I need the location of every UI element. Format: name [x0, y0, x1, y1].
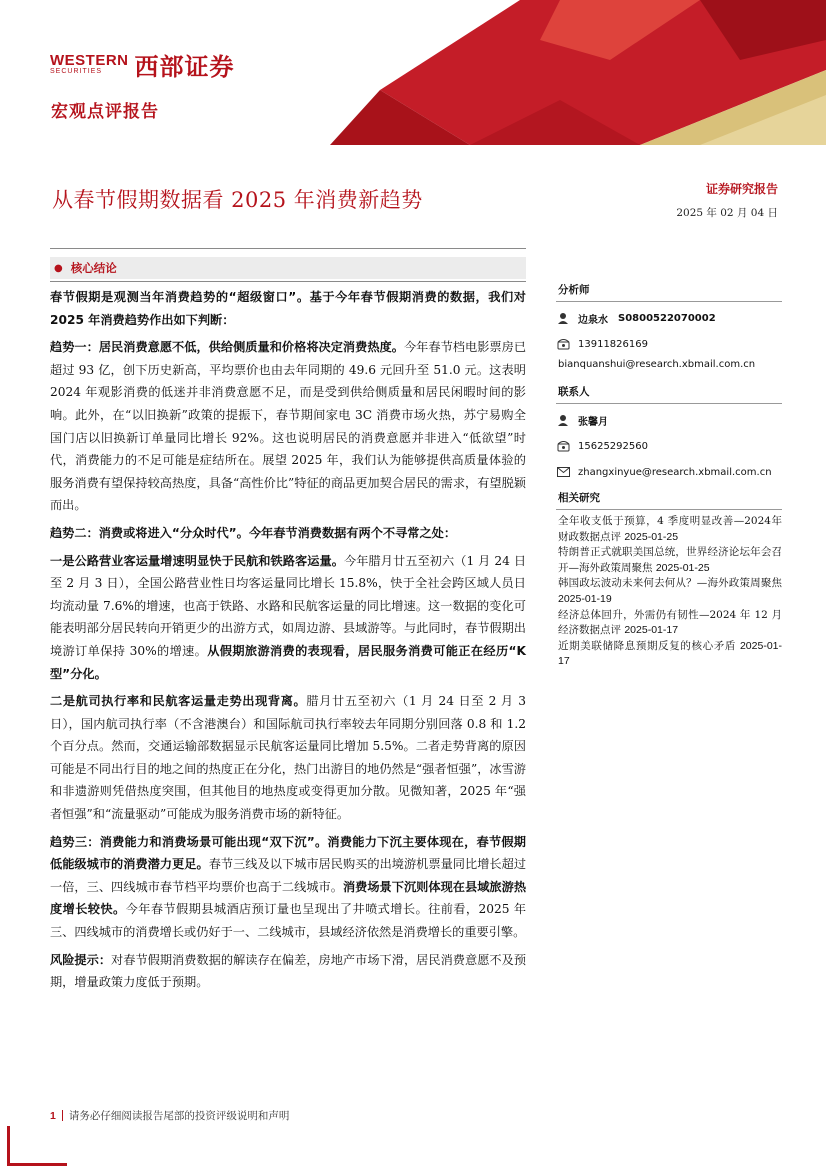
page-title: 从春节假期数据看 2025 年消费新趋势	[52, 188, 423, 212]
company-logo	[50, 47, 235, 82]
contact-header: 联系人	[556, 382, 782, 404]
analyst-row	[556, 308, 782, 328]
analyst-cert: S0800522070002	[618, 312, 716, 324]
paragraph: 一是公路营业客运量增速明显快于民航和铁路客运量。今年腊月廿五至初六（1 月 24 日至 2 月 3 日），全国公路营业性日均客运量同比增长 15.8%，快于全社会跨区域人员日均流动量 7.6%的增速，也高于铁路、水路和民航客运量的同比增速。这一数据的变化可能表明部分居民转向开销更少的出游方式，如周边游、县域游等。与此同时，春节假期出境游订单保持 30%的增速。从假期旅游消费的表现看，居民服务消费可能正在经历“K 型”分化。	[50, 553, 527, 681]
divider	[50, 248, 526, 249]
paragraph: 趋势二：消费或将进入“分众时代”。今年春节消费数据有两个不寻常之处：	[50, 525, 457, 540]
paragraph: 二是航司执行率和民航客运量走势出现背离。腊月廿五至初六（1 月 24 日至 2 月 3 日），国内航司执行率（不含港澳台）和国际航司执行率较去年同期分别回落 0.8 和 1.2 个百分点。然而，交通运输部数据显示民航客运量同比增加 5.5%。二者走势背离的原因可能是不同出行目的地之间的热度正在分化，热门出游目的地仍然是“强者恒强”，冰雪游和非遗游则凭借热度突围，但其他目的地热度或变得更加分散。见微知著，2025 年“强者恒强”和“流量驱动”可能成为服务消费市场的新特征。	[50, 694, 527, 822]
footer-disclaimer: 请务必仔细阅读报告尾部的投资评级说明和声明	[68, 1110, 290, 1122]
logo-en-top: WESTERN	[50, 52, 129, 69]
email-icon	[556, 465, 570, 479]
contact-email[interactable]: zhangxinyue@research.xbmail.com.cn	[578, 466, 772, 478]
report-tag: 证券研究报告	[705, 182, 778, 196]
related-item[interactable]: 经济总体回升，外需仍有韧性—2024 年 12 月经济数据点评 2025-01-17	[558, 608, 782, 637]
phone-row	[556, 436, 782, 456]
related-item[interactable]: 韩国政坛波动未来何去何从？—海外政策周聚焦 2025-01-19	[558, 577, 782, 605]
footer-divider	[62, 1110, 63, 1121]
contact-phone: 15625292560	[578, 440, 648, 452]
bullet-icon: ●	[54, 262, 63, 274]
main-body	[50, 286, 526, 999]
phone-row	[556, 334, 782, 354]
related-item[interactable]: 近期美联储降息预期反复的核心矛盾 2025-01-17	[558, 639, 782, 668]
header-banner	[0, 0, 826, 145]
analyst-email[interactable]: bianquanshui@research.xbmail.com.cn	[558, 359, 756, 370]
contact-row	[556, 410, 782, 430]
report-date: 2025 年 02 月 04 日	[676, 207, 778, 219]
related-item[interactable]: 全年收支低于预算，4 季度明显改善—2024年财政数据点评 2025-01-25	[558, 515, 782, 543]
phone-icon	[556, 337, 570, 351]
paragraph: 春节假期是观测当年消费趋势的“超级窗口”。基于今年春节假期消费的数据，我们对 2025 年消费趋势作出如下判断：	[50, 290, 526, 327]
divider	[50, 281, 526, 282]
paragraph: 趋势三：消费能力和消费场景可能出现“双下沉”。消费能力下沉主要体现在，春节假期低能级城市的消费潜力更足。春节三线及以下城市居民购买的出境游机票量同比增长超过一倍，三、四线城市春节档平均票价也高于二线城市。消费场景下沉则体现在县域旅游热度增长较快。今年春节假期县城酒店预订量也呈现出了井喷式增长。往前看，2025 年三、四线城市的消费增长或仍好于一、二线城市，县域经济依然是消费增长的重要引擎。	[50, 834, 527, 940]
core-label: 核心结论	[70, 261, 117, 275]
email-row	[556, 462, 782, 482]
related-header: 相关研究	[556, 488, 782, 510]
core-conclusion-header	[50, 257, 526, 279]
person-icon	[556, 413, 570, 427]
phone-icon	[556, 439, 570, 453]
contact-name: 张馨月	[578, 416, 608, 428]
related-item[interactable]: 特朗普正式就职美国总统，世界经济论坛年会召开—海外政策周聚焦 2025-01-25	[558, 546, 782, 574]
page-footer	[50, 1108, 289, 1123]
analyst-name: 边泉水	[578, 314, 608, 326]
logo-cn: 西部证券	[134, 53, 235, 81]
corner-mark	[7, 1126, 67, 1166]
person-icon	[556, 311, 570, 325]
analyst-phone: 13911826169	[578, 338, 648, 350]
page-number: 1	[50, 1109, 56, 1122]
logo-en-bottom: SECURITIES	[50, 68, 103, 75]
report-type: 宏观点评报告	[51, 102, 159, 122]
paragraph: 风险提示：对春节假期消费数据的解读存在偏差，房地产市场下滑，居民消费意愿不及预期，增量政策力度低于预期。	[50, 952, 527, 990]
paragraph: 趋势一：居民消费意愿不低，供给侧质量和价格将决定消费热度。今年春节档电影票房已超过 93 亿，创下历史新高，平均票价也由去年同期的 49.6 元回升至 51.0 元。这表明 2024 年观影消费的低迷并非消费意愿不足，而是受到供给侧质量和居民闲暇时间的影响。此外，在“以旧换新”政策的提振下，春节期间家电 3C 消费市场火热，苏宁易购全国门店以旧换新订单量同比增长 92%。这也说明居民的消费意愿并非进入“低欲望”时代，消费能力的不足可能是症结所在。展望 2025 年，我们认为能够提供高质量体验的服务消费有望保持较高热度，具备“高性价比”特征的商品更加契合居民的需求，有望脱颖而出。	[50, 340, 527, 513]
related-list	[556, 514, 782, 670]
analyst-header: 分析师	[556, 280, 782, 302]
sidebar	[556, 280, 782, 670]
